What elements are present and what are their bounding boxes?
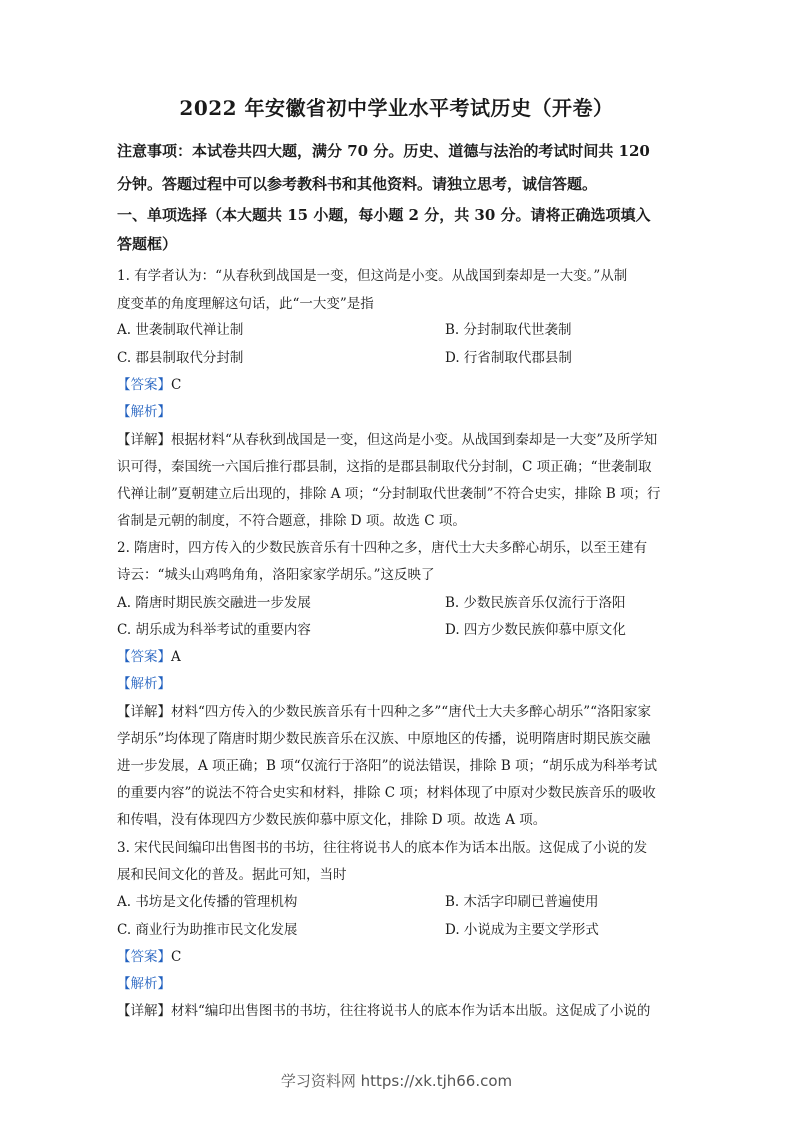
q2-analysis-tag [117,672,677,692]
q2-detail-line-5: 和传唱，没有体现四方少数民族仰慕中原文化，排除 D 项。故选 A 项。 [117,812,547,828]
detail-tag: 【详解】 [117,704,171,720]
q1-answer-value: C [171,377,182,393]
answer-tag: 【答案】 [117,377,171,393]
section-heading-line-1: 一、单项选择（本大题共 15 小题，每小题 2 分，共 30 分。请将正确选项填入 [117,206,651,224]
analysis-tag: 【解析】 [117,976,171,992]
q1-analysis-tag [117,400,677,420]
q1-detail-line-2: 识可得，秦国统一六国后推行郡县制，这指的是郡县制取代分封制，C 项正确；“世袭制取 [117,459,652,475]
q2-answer [117,645,677,665]
q1-option-d: D. 行省制取代郡县制 [445,350,572,366]
q3-answer-value: C [171,949,182,965]
q2-detail-line-2: 学胡乐”均体现了隋唐时期少数民族音乐在汉族、中原地区的传播，说明隋唐时期民族交融 [117,731,651,747]
q3-option-c: C. 商业行为助推市民文化发展 [117,922,298,938]
q2-stem-line-1: 2. 隋唐时，四方传入的少数民族音乐有十四种之多，唐代士大夫多醉心胡乐，以至王建有 [117,540,648,556]
page-title: 2022 年安徽省初中学业水平考试历史（开卷） [179,96,614,120]
q1-detail-line-4: 省制是元朝的制度，不符合题意，排除 D 项。故选 C 项。 [117,513,466,529]
q2-option-c: C. 胡乐成为科举考试的重要内容 [117,622,311,638]
q1-detail-line-3: 代禅让制”夏朝建立后出现的，排除 A 项；“分封制取代世袭制”不符合史实，排除 B 项；行 [117,486,661,502]
q2-detail-text-1: 材料“四方传入的少数民族音乐有十四种之多”“唐代士大夫多醉心胡乐”“洛阳家家 [171,704,652,720]
section-heading-line-2: 答题框） [117,235,178,253]
q3-detail-line-1 [117,999,677,1019]
q3-answer [117,945,677,965]
q3-stem-line-2: 展和民间文化的普及。据此可知，当时 [117,867,347,883]
q1-stem-line-2: 度变革的角度理解这句话，此“一大变”是指 [117,296,374,312]
q2-option-d: D. 四方少数民族仰慕中原文化 [445,622,626,638]
q1-option-a: A. 世袭制取代禅让制 [117,322,244,338]
q1-stem-line-1: 1. 有学者认为：“从春秋到战国是一变，但这尚是小变。从战国到秦却是一大变。”从制 [117,268,628,284]
footer-watermark: 学习资料网 https://xk.tjh66.com [280,1072,513,1090]
q2-detail-line-3: 进一步发展，A 项正确；B 项“仅流行于洛阳”的说法错误，排除 B 项；“胡乐成为科举考试 [117,758,657,774]
q2-detail-line-1 [117,700,677,720]
q2-stem-line-2: 诗云：“城头山鸡鸣角角，洛阳家家学胡乐。”这反映了 [117,567,435,583]
q1-detail-line-1 [117,428,677,448]
detail-tag: 【详解】 [117,432,171,448]
q3-option-b: B. 木活字印刷已普遍使用 [445,894,599,910]
q2-option-a: A. 隋唐时期民族交融进一步发展 [117,595,311,611]
q3-option-a: A. 书坊是文化传播的管理机构 [117,894,298,910]
analysis-tag: 【解析】 [117,404,171,420]
q1-answer [117,373,677,393]
q1-option-b: B. 分封制取代世袭制 [445,322,572,338]
answer-tag: 【答案】 [117,649,171,665]
q2-option-b: B. 少数民族音乐仅流行于洛阳 [445,595,626,611]
q2-answer-value: A [171,649,181,665]
q3-detail-text-1: 材料“编印出售图书的书坊，往往将说书人的底本作为话本出版。这促成了小说的 [171,1003,651,1019]
detail-tag: 【详解】 [117,1003,171,1019]
analysis-tag: 【解析】 [117,676,171,692]
q2-detail-line-4: 的重要内容”的说法不符合史实和材料，排除 C 项；材料体现了中原对少数民族音乐的吸收 [117,785,656,801]
q3-analysis-tag [117,972,677,992]
q1-option-c: C. 郡县制取代分封制 [117,350,244,366]
answer-tag: 【答案】 [117,949,171,965]
q1-detail-text-1: 根据材料“从春秋到战国是一变，但这尚是小变。从战国到秦却是一大变”及所学知 [171,432,658,448]
notice-line-1: 注意事项：本试卷共四大题，满分 70 分。历史、道德与法治的考试时间共 120 [117,142,650,160]
q3-stem-line-1: 3. 宋代民间编印出售图书的书坊，往往将说书人的底本作为话本出版。这促成了小说的发 [117,840,648,856]
notice-line-2: 分钟。答题过程中可以参考教科书和其他资料。请独立思考，诚信答题。 [117,175,598,193]
q3-option-d: D. 小说成为主要文学形式 [445,922,599,938]
